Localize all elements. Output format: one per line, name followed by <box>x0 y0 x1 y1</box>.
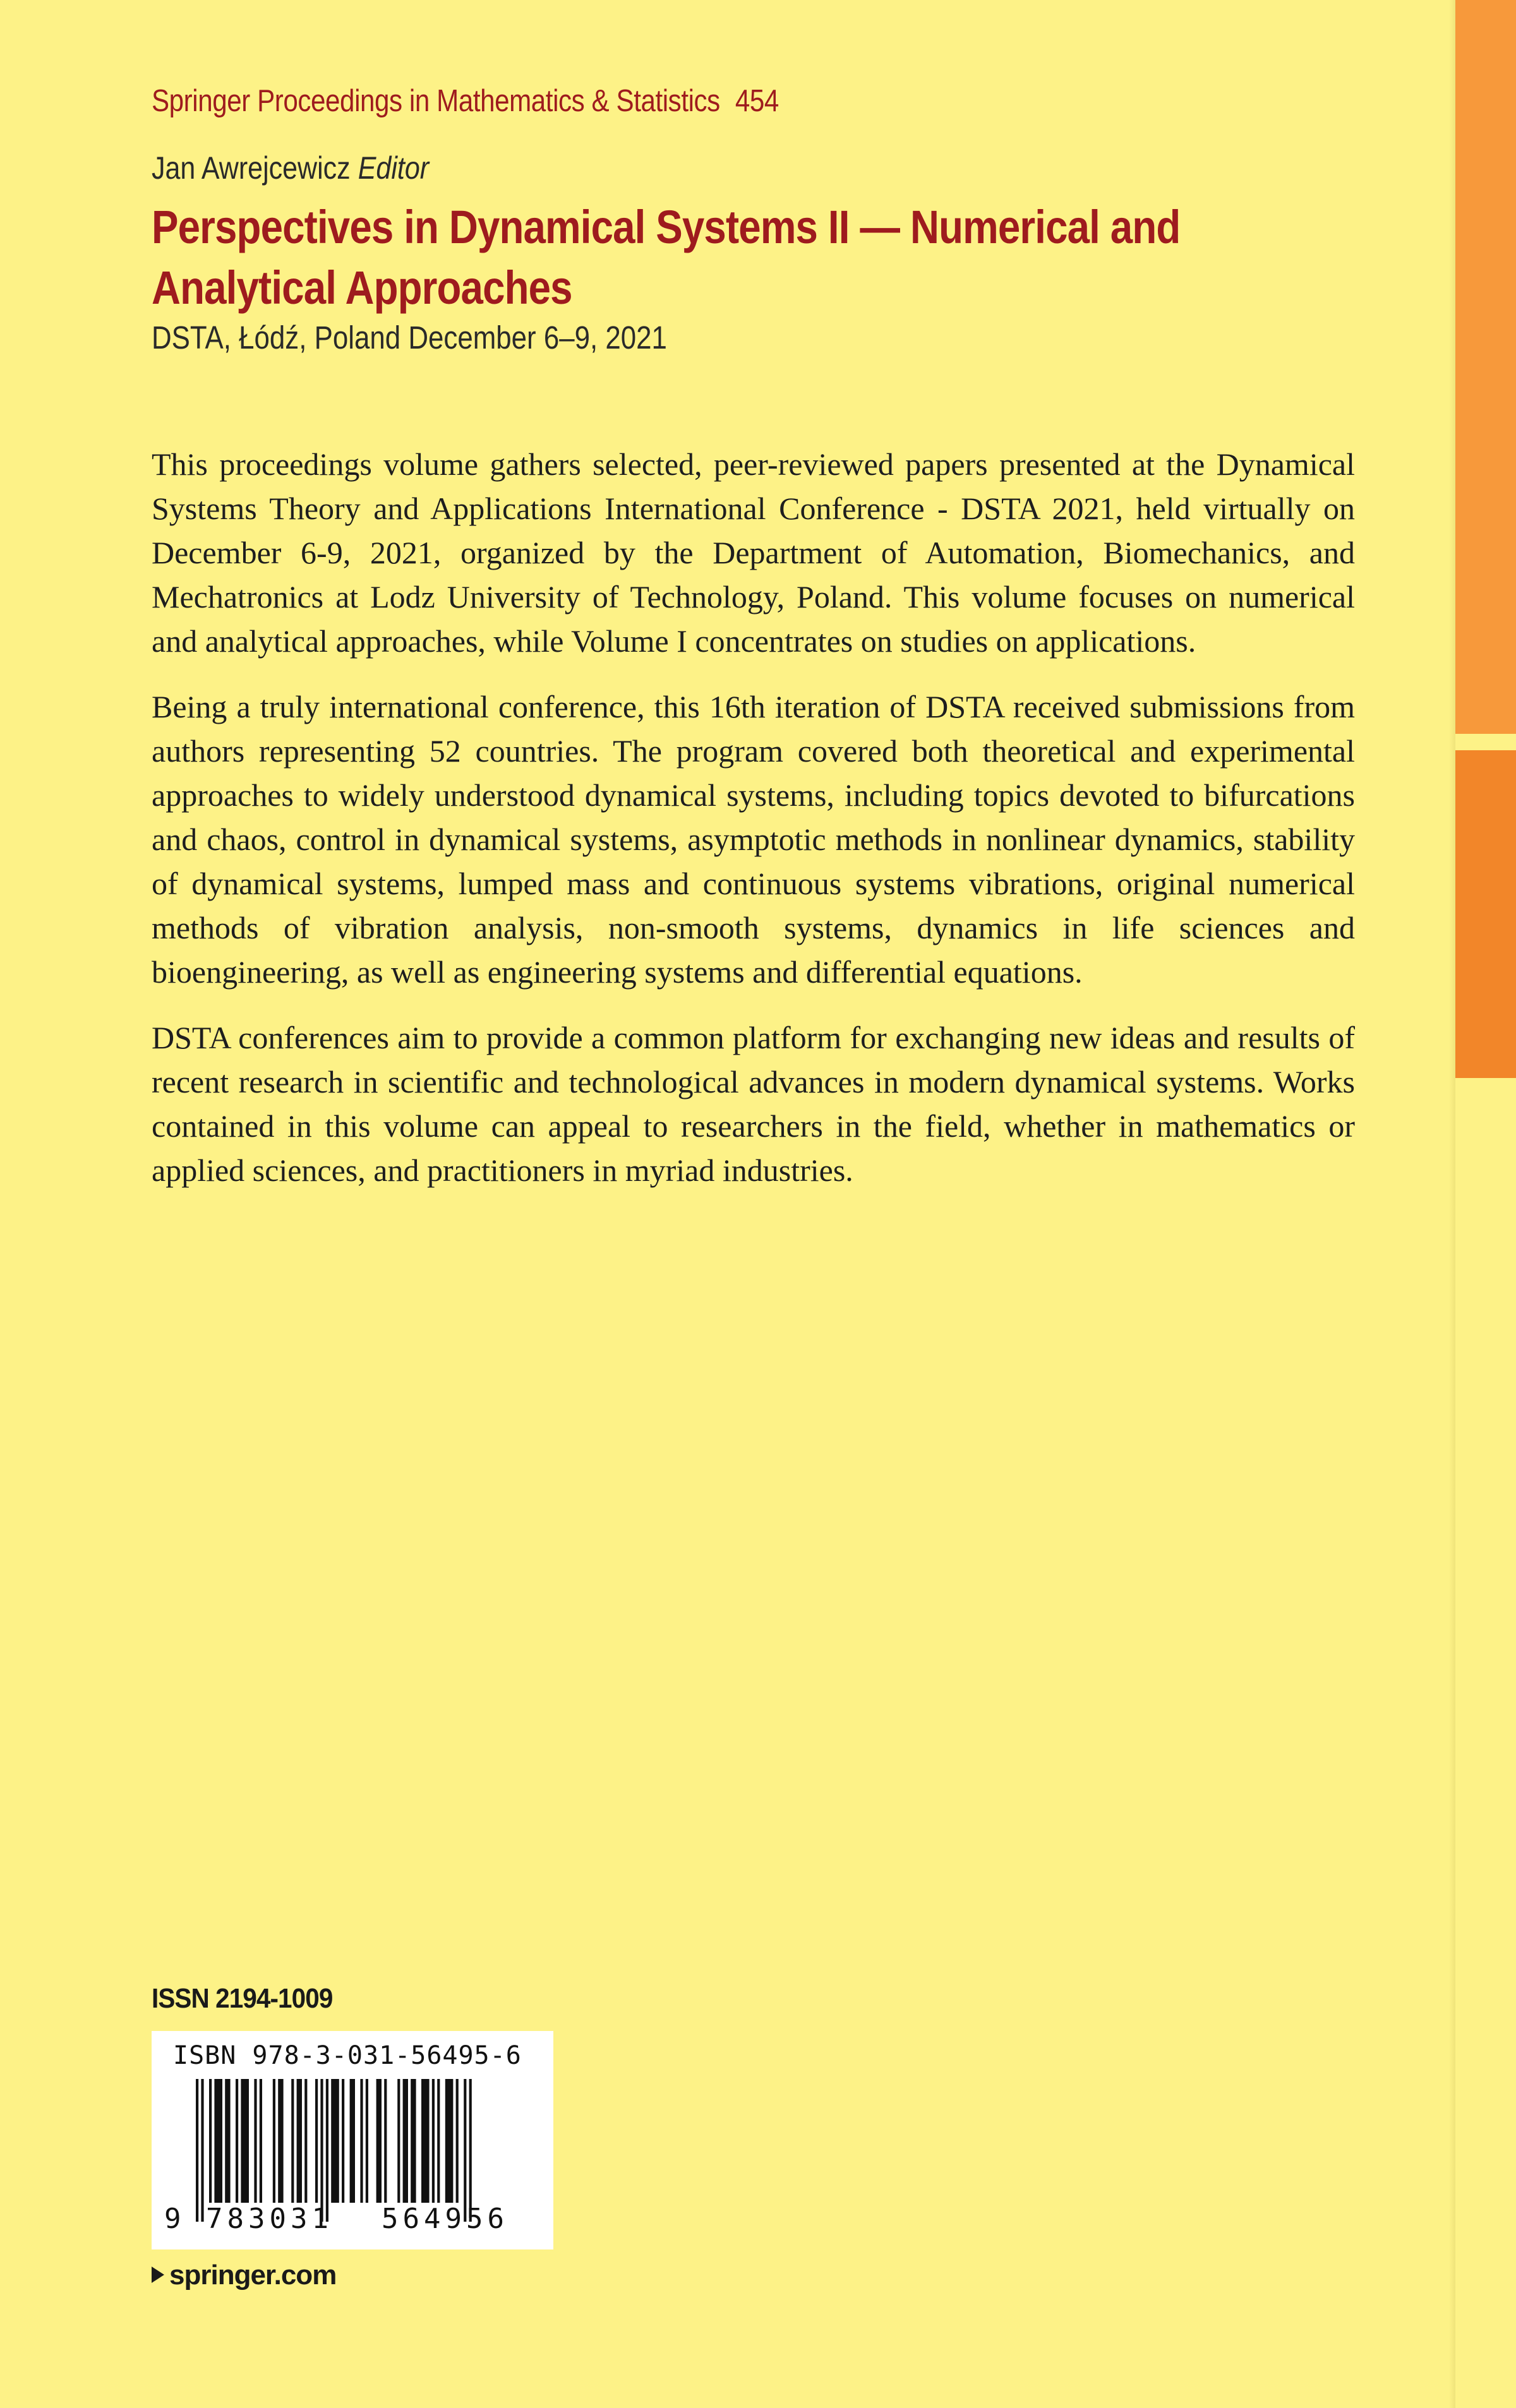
barcode-bar <box>456 2079 459 2203</box>
barcode-bar <box>421 2079 430 2203</box>
barcode-bar <box>254 2079 256 2203</box>
edge-color-tab-gap <box>1455 734 1516 750</box>
barcode-bar <box>320 2079 323 2222</box>
series-name: Springer Proceedings in Mathematics & Statistics <box>152 84 720 118</box>
barcode <box>152 2031 553 2249</box>
barcode-digits-left: 783031 <box>206 2203 333 2235</box>
barcode-bar <box>403 2079 408 2203</box>
barcode-bar <box>397 2079 400 2203</box>
barcode-bar <box>225 2079 230 2203</box>
barcode-digits-right: 564956 <box>382 2203 508 2235</box>
barcode-digits <box>152 2203 553 2243</box>
series-heading <box>152 83 779 119</box>
barcode-bar <box>315 2079 318 2203</box>
barcode-bar <box>297 2079 302 2203</box>
series-volume: 454 <box>735 84 779 118</box>
spine-shadow <box>1449 0 1455 2408</box>
description-paragraph: DSTA conferences aim to provide a common platform for exchanging new ideas and results of recent research in scientific and technological advances in modern dynamical systems. Works contained in this volume can appeal to researchers in the field, whether in mathematics or applied sciences, and practitioners in myriad industries. <box>152 1020 1355 1188</box>
barcode-bar <box>445 2079 454 2203</box>
barcode-bar <box>437 2079 440 2203</box>
barcode-bar <box>278 2079 283 2203</box>
barcode-bar <box>342 2079 344 2203</box>
barcode-bar <box>384 2079 387 2203</box>
barcode-bar <box>209 2079 212 2203</box>
barcode-bar <box>411 2079 416 2203</box>
editor-role: Editor <box>358 150 430 186</box>
barcode-bar <box>304 2079 307 2203</box>
barcode-bar <box>366 2079 368 2203</box>
barcode-bar <box>236 2079 238 2203</box>
barcode-bar <box>360 2079 363 2203</box>
edge-color-tab-upper <box>1455 0 1516 734</box>
edge-color-tab-lower <box>1455 750 1516 1078</box>
barcode-bar <box>260 2079 262 2203</box>
isbn: ISBN 978-3-031-56495-6 <box>173 2041 522 2070</box>
book-title: Perspectives in Dynamical Systems II — Numerical and Analytical Approaches <box>152 201 1181 314</box>
barcode-digit-first: 9 <box>164 2203 181 2235</box>
description <box>152 442 1355 1214</box>
barcode-bar <box>469 2079 472 2222</box>
publisher-website[interactable] <box>152 2260 336 2291</box>
book-subtitle: DSTA, Łódź, Poland December 6–9, 2021 <box>152 320 667 356</box>
barcode-bar <box>273 2079 275 2203</box>
barcode-bar <box>350 2079 355 2203</box>
barcode-bar <box>376 2079 382 2203</box>
editor-line <box>152 150 429 186</box>
barcode-bar <box>241 2079 249 2203</box>
publisher-website-label: springer.com <box>169 2260 337 2291</box>
barcode-bar <box>326 2079 328 2222</box>
barcode-bar <box>196 2079 198 2222</box>
barcode-bar <box>464 2079 466 2222</box>
arrow-right-icon <box>152 2267 164 2283</box>
description-paragraph: This proceedings volume gathers selected, peer-reviewed papers presented at the Dynamical Systems Theory and Applications International Conference - DSTA 2021, held virtually on December 6-9, 2021, organized by the Department of Automation, Biomechanics, and Mechatronics at Lodz University of Technology, Poland. This volume focuses on numerical and analytical approaches, while Volume I concentrates on studies on applications. <box>152 446 1355 659</box>
issn: ISSN 2194-1009 <box>152 1983 333 2014</box>
barcode-bar <box>214 2079 222 2203</box>
barcode-bar <box>331 2079 339 2203</box>
barcode-bar <box>291 2079 294 2203</box>
editor-name: Jan Awrejcewicz <box>152 150 351 186</box>
description-paragraph: Being a truly international conference, this 16th iteration of DSTA received submissions from authors representing 52 countries. The program covered both theoretical and experimental approaches to widely understood dynamical systems, including topics devoted to bifurcations and chaos, control in dynamical systems, asymptotic methods in nonlinear dynamics, stability of dynamical systems, lumped mass and continuous systems vibrations, original numerical methods of vibration analysis, non-smooth systems, dynamics in life sciences and bioengineering, as well as engineering systems and differential equations. <box>152 689 1355 990</box>
barcode-bar <box>432 2079 435 2203</box>
barcode-bar <box>201 2079 203 2222</box>
